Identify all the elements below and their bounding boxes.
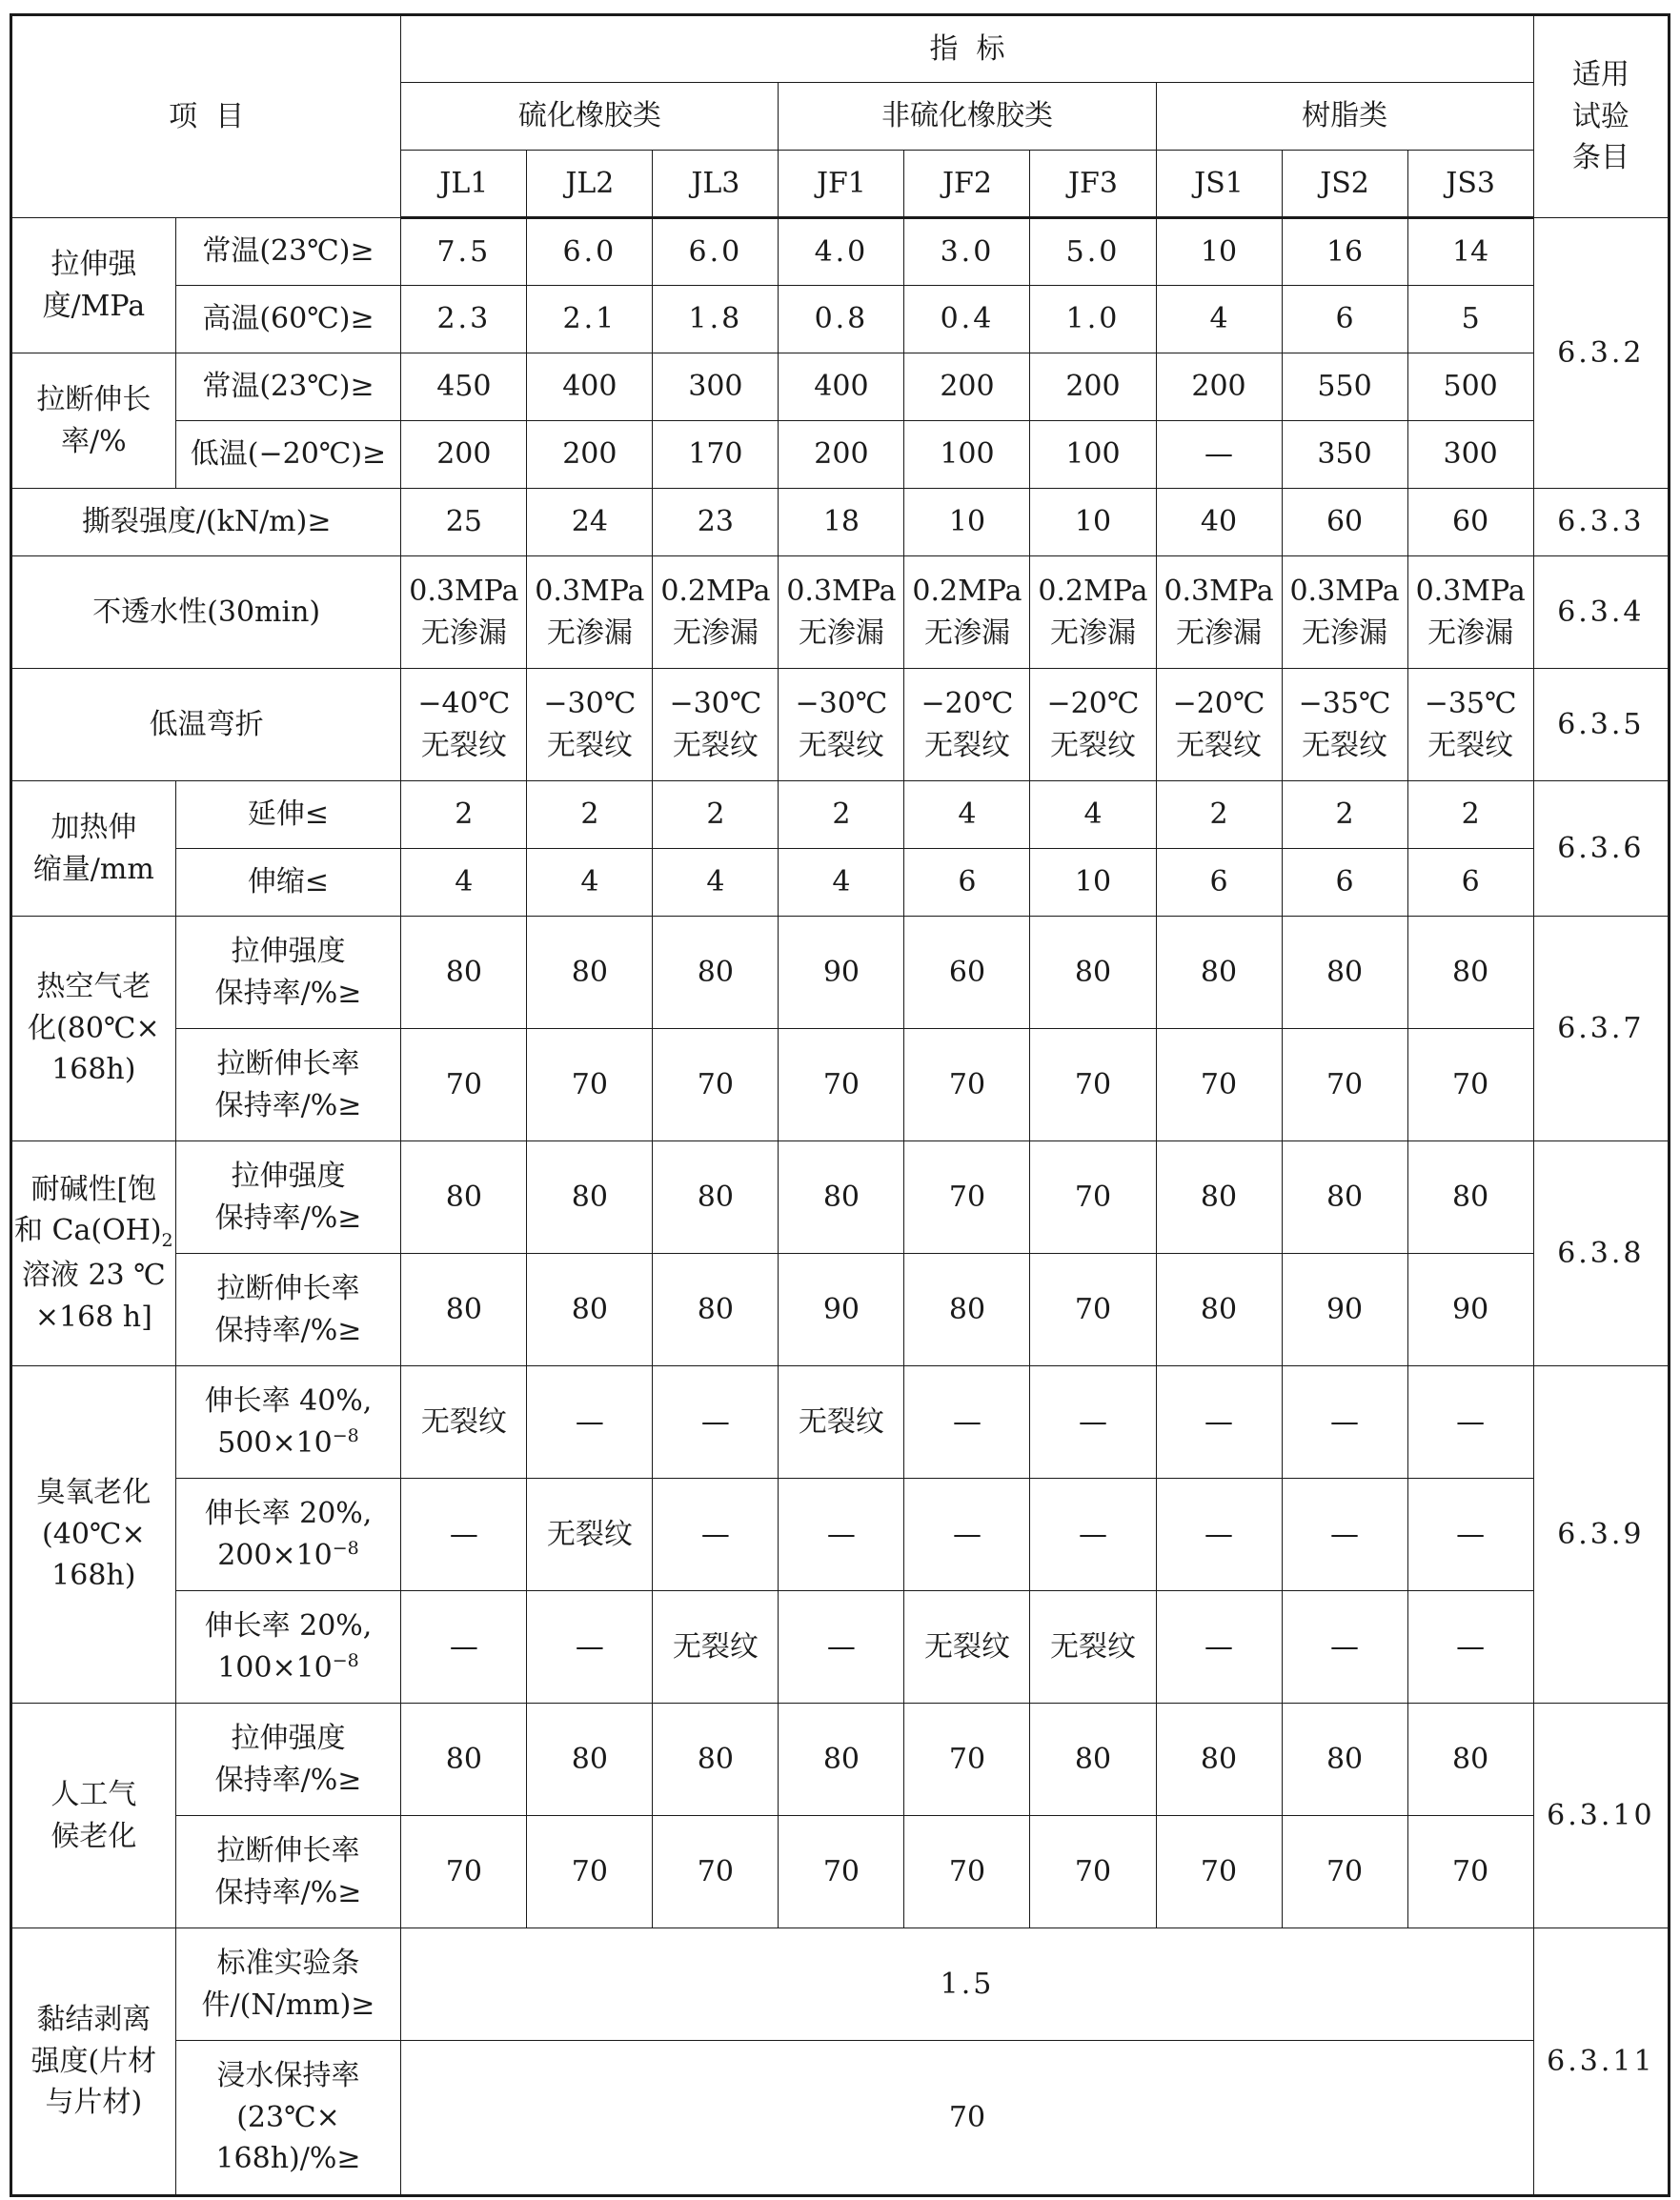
value-cell: −20℃ 无裂纹 [1156,669,1282,781]
value-cell: 无裂纹 [904,1591,1030,1704]
group-unvulcanized-rubber: 非硫化橡胶类 [779,83,1156,151]
value-cell: 6 [1156,849,1282,917]
value-cell: 18 [779,489,904,556]
sub-item-label: 伸长率 20%, $100\times 10^{-8}$ [175,1591,401,1704]
sub-item-label: 拉伸强度 保持率/%≥ [175,1141,401,1254]
value-cell: 80 [1407,1704,1533,1816]
value-cell: 70 [1030,1141,1156,1254]
value-cell: — [527,1366,653,1479]
value-cell: 70 [401,1029,527,1141]
value-cell: 无裂纹 [653,1591,779,1704]
value-cell: 80 [527,1254,653,1366]
value-cell: 200 [1156,353,1282,421]
code-header: JL1 [401,151,527,218]
value-cell: 2 [653,781,779,849]
value-cell: 16 [1282,218,1407,286]
value-cell: 70 [904,1141,1030,1254]
value-cell: 80 [1156,917,1282,1029]
value-cell: 4 [527,849,653,917]
elongation-label: 拉断伸长 率/% [11,353,176,489]
table-row [11,849,1670,917]
value-cell: 2 [527,781,653,849]
value-cell: 80 [401,917,527,1029]
code-header: JL2 [527,151,653,218]
clause-cell: 6.3.5 [1533,669,1669,781]
sub-item-label: 拉伸强度 保持率/%≥ [175,917,401,1029]
spec-table [10,13,1670,2197]
value-cell: 80 [779,1704,904,1816]
clause-cell: 6.3.2 [1533,218,1669,489]
value-cell: 0.3MPa 无渗漏 [401,556,527,669]
value-cell: 70 [1030,1029,1156,1141]
sub-item-label: 低温(−20℃)≥ [175,421,401,489]
value-cell: 90 [779,1254,904,1366]
clause-cell: 6.3.10 [1533,1704,1669,1928]
value-cell: 400 [527,353,653,421]
value-cell: 6.0 [653,218,779,286]
value-cell: 80 [1030,917,1156,1029]
table-row [11,218,1670,286]
value-cell: −35℃ 无裂纹 [1282,669,1407,781]
value-cell: 80 [401,1141,527,1254]
value-cell: 70 [1407,1816,1533,1928]
value-cell: 200 [904,353,1030,421]
value-cell: 70 [779,1029,904,1141]
alkali-resistance-label: 耐碱性[饱 和 $Ca(OH)_2$ 溶液 23 ℃ ×168 h] [11,1141,176,1366]
value-cell: — [1156,1479,1282,1591]
value-cell: 70 [1030,1816,1156,1928]
value-cell: 80 [904,1254,1030,1366]
value-cell: 2 [1407,781,1533,849]
value-cell: 0.3MPa 无渗漏 [1407,556,1533,669]
value-cell: 70 [1156,1029,1282,1141]
value-cell: 7.5 [401,218,527,286]
value-cell: — [1407,1479,1533,1591]
value-cell: — [1030,1366,1156,1479]
sub-item-label: 常温(23℃)≥ [175,218,401,286]
value-cell: 80 [1156,1704,1282,1816]
value-cell: 80 [1282,1704,1407,1816]
value-cell: 40 [1156,489,1282,556]
value-cell: 2 [1282,781,1407,849]
value-cell: 80 [1156,1141,1282,1254]
value-cell: — [1282,1479,1407,1591]
code-header: JS2 [1282,151,1407,218]
value-cell: — [653,1366,779,1479]
value-cell: −35℃ 无裂纹 [1407,669,1533,781]
clause-cell: 6.3.3 [1533,489,1669,556]
value-cell: 3.0 [904,218,1030,286]
value-cell: 6 [1282,849,1407,917]
value-cell: 无裂纹 [527,1479,653,1591]
value-cell: 170 [653,421,779,489]
value-cell: 80 [653,1704,779,1816]
sub-item-label: 标准实验条 件/(N/mm)≥ [175,1928,401,2041]
value-cell: 70 [653,1029,779,1141]
value-cell: 5 [1407,286,1533,353]
value-cell: — [1156,1591,1282,1704]
value-cell: 80 [779,1141,904,1254]
table-row [11,286,1670,353]
value-cell: 80 [401,1254,527,1366]
value-cell: 80 [527,1141,653,1254]
value-cell: 6 [1407,849,1533,917]
value-cell: — [779,1479,904,1591]
sub-item-label: 伸缩≤ [175,849,401,917]
value-cell: 0.2MPa 无渗漏 [653,556,779,669]
value-cell: 60 [1407,489,1533,556]
clause-cell: 6.3.7 [1533,917,1669,1141]
table-row [11,2041,1670,2196]
clause-cell: 6.3.4 [1533,556,1669,669]
table-row [11,1029,1670,1141]
value-cell: 0.4 [904,286,1030,353]
group-vulcanized-rubber: 硫化橡胶类 [401,83,779,151]
value-cell: — [1407,1591,1533,1704]
value-cell: 80 [401,1704,527,1816]
value-cell: 2 [401,781,527,849]
value-cell: — [779,1591,904,1704]
tear-strength-label: 撕裂强度/(kN/m)≥ [11,489,401,556]
value-cell: 2.1 [527,286,653,353]
value-cell: 2 [1156,781,1282,849]
sub-item-label: 拉断伸长率 保持率/%≥ [175,1816,401,1928]
value-cell: 0.3MPa 无渗漏 [527,556,653,669]
table-row [11,421,1670,489]
table-row [11,1704,1670,1816]
value-cell: 6 [1282,286,1407,353]
item-header: 项 目 [11,15,401,218]
table-row [11,1366,1670,1479]
value-cell: — [1407,1366,1533,1479]
value-cell: 80 [1030,1704,1156,1816]
value-cell: −20℃ 无裂纹 [904,669,1030,781]
value-cell: 80 [527,1704,653,1816]
clause-cell: 6.3.9 [1533,1366,1669,1704]
value-cell: 70 [904,1816,1030,1928]
value-cell: 80 [1282,917,1407,1029]
value-cell: 23 [653,489,779,556]
group-resin: 树脂类 [1156,83,1533,151]
value-cell: 0.2MPa 无渗漏 [904,556,1030,669]
indicator-header: 指 标 [401,15,1533,83]
code-header: JF1 [779,151,904,218]
table-row [11,917,1670,1029]
table-row [11,1141,1670,1254]
value-cell: −40℃ 无裂纹 [401,669,527,781]
table-row [11,353,1670,421]
value-cell: 80 [1156,1254,1282,1366]
value-cell: −20℃ 无裂纹 [1030,669,1156,781]
value-cell: 70 [1282,1816,1407,1928]
table-row [11,1254,1670,1366]
value-cell: 10 [1156,218,1282,286]
clause-cell: 6.3.11 [1533,1928,1669,2196]
sub-item-label: 常温(23℃)≥ [175,353,401,421]
value-cell: — [401,1479,527,1591]
table-row [11,1928,1670,2041]
clause-cell: 6.3.8 [1533,1141,1669,1366]
value-cell: — [1030,1479,1156,1591]
value-cell: 10 [904,489,1030,556]
value-cell: 200 [527,421,653,489]
value-cell: 200 [779,421,904,489]
table-row [11,489,1670,556]
value-cell: 4 [1030,781,1156,849]
value-cell: 80 [653,1141,779,1254]
value-cell: — [1156,1366,1282,1479]
value-cell: 5.0 [1030,218,1156,286]
ozone-aging-label: 臭氧老化 (40℃× 168h) [11,1366,176,1704]
table-row [11,781,1670,849]
value-cell: −30℃ 无裂纹 [653,669,779,781]
value-cell: 550 [1282,353,1407,421]
value-cell: 70 [904,1704,1030,1816]
table-row [11,1591,1670,1704]
value-cell: 60 [1282,489,1407,556]
table-row [11,1479,1670,1591]
value-cell: 25 [401,489,527,556]
value-cell: 0.3MPa 无渗漏 [779,556,904,669]
merged-value-cell: 1.5 [401,1928,1533,2041]
sub-item-label: 拉断伸长率 保持率/%≥ [175,1254,401,1366]
value-cell: 0.8 [779,286,904,353]
value-cell: 4 [904,781,1030,849]
value-cell: 100 [1030,421,1156,489]
value-cell: 80 [527,917,653,1029]
value-cell: 80 [1407,1141,1533,1254]
value-cell: 4 [779,849,904,917]
value-cell: 90 [1407,1254,1533,1366]
value-cell: 4 [1156,286,1282,353]
table-row [11,669,1670,781]
value-cell: 200 [1030,353,1156,421]
tensile-strength-label: 拉伸强 度/MPa [11,218,176,353]
value-cell: 300 [653,353,779,421]
value-cell: −30℃ 无裂纹 [527,669,653,781]
value-cell: 无裂纹 [401,1366,527,1479]
value-cell: 200 [401,421,527,489]
code-header: JF3 [1030,151,1156,218]
value-cell: 14 [1407,218,1533,286]
value-cell: — [401,1591,527,1704]
value-cell: 100 [904,421,1030,489]
value-cell: — [653,1479,779,1591]
cold-bend-label: 低温弯折 [11,669,401,781]
value-cell: 0.2MPa 无渗漏 [1030,556,1156,669]
value-cell: 60 [904,917,1030,1029]
value-cell: 1.0 [1030,286,1156,353]
table-row [11,556,1670,669]
value-cell: 70 [527,1029,653,1141]
value-cell: 4.0 [779,218,904,286]
sub-item-label: 伸长率 40%, $500\times 10^{-8}$ [175,1366,401,1479]
value-cell: 6 [904,849,1030,917]
value-cell: 450 [401,353,527,421]
code-header: JS1 [1156,151,1282,218]
value-cell: 2 [779,781,904,849]
clause-cell: 6.3.6 [1533,781,1669,917]
impermeability-label: 不透水性(30min) [11,556,401,669]
value-cell: — [904,1479,1030,1591]
value-cell: 70 [401,1816,527,1928]
value-cell: 70 [779,1816,904,1928]
value-cell: 80 [653,917,779,1029]
applicable-clause-header: 适用 试验 条目 [1533,15,1669,218]
value-cell: 0.3MPa 无渗漏 [1282,556,1407,669]
value-cell: 4 [401,849,527,917]
value-cell: 24 [527,489,653,556]
value-cell: — [904,1366,1030,1479]
value-cell: 500 [1407,353,1533,421]
value-cell: 80 [653,1254,779,1366]
value-cell: 70 [1156,1816,1282,1928]
value-cell: 70 [1030,1254,1156,1366]
value-cell: −30℃ 无裂纹 [779,669,904,781]
value-cell: 80 [1282,1141,1407,1254]
weathering-aging-label: 人工气 候老化 [11,1704,176,1928]
value-cell: 70 [653,1816,779,1928]
sub-item-label: 拉伸强度 保持率/%≥ [175,1704,401,1816]
value-cell: 2.3 [401,286,527,353]
value-cell: 1.8 [653,286,779,353]
value-cell: 10 [1030,849,1156,917]
code-header: JS3 [1407,151,1533,218]
heat-stretch-label: 加热伸 缩量/mm [11,781,176,917]
sub-item-label: 浸水保持率 (23℃× 168h)/%≥ [175,2041,401,2196]
value-cell: 300 [1407,421,1533,489]
sub-item-label: 伸长率 20%, $200\times 10^{-8}$ [175,1479,401,1591]
value-cell: 90 [779,917,904,1029]
value-cell: 70 [1282,1029,1407,1141]
value-cell: 6.0 [527,218,653,286]
value-cell: — [527,1591,653,1704]
value-cell: 70 [1407,1029,1533,1141]
sub-item-label: 拉断伸长率 保持率/%≥ [175,1029,401,1141]
peel-strength-label: 黏结剥离 强度(片材 与片材) [11,1928,176,2196]
code-header: JL3 [653,151,779,218]
value-cell: 10 [1030,489,1156,556]
value-cell: 90 [1282,1254,1407,1366]
value-cell: — [1156,421,1282,489]
value-cell: 400 [779,353,904,421]
table-row [11,1816,1670,1928]
value-cell: — [1282,1366,1407,1479]
sub-item-label: 高温(60℃)≥ [175,286,401,353]
value-cell: 80 [1407,917,1533,1029]
value-cell: 70 [527,1816,653,1928]
value-cell: 4 [653,849,779,917]
sub-item-label: 延伸≤ [175,781,401,849]
value-cell: — [1282,1591,1407,1704]
value-cell: 无裂纹 [779,1366,904,1479]
value-cell: 350 [1282,421,1407,489]
code-header: JF2 [904,151,1030,218]
value-cell: 70 [904,1029,1030,1141]
merged-value-cell: 70 [401,2041,1533,2196]
hot-air-aging-label: 热空气老 化(80℃× 168h) [11,917,176,1141]
value-cell: 0.3MPa 无渗漏 [1156,556,1282,669]
value-cell: 无裂纹 [1030,1591,1156,1704]
